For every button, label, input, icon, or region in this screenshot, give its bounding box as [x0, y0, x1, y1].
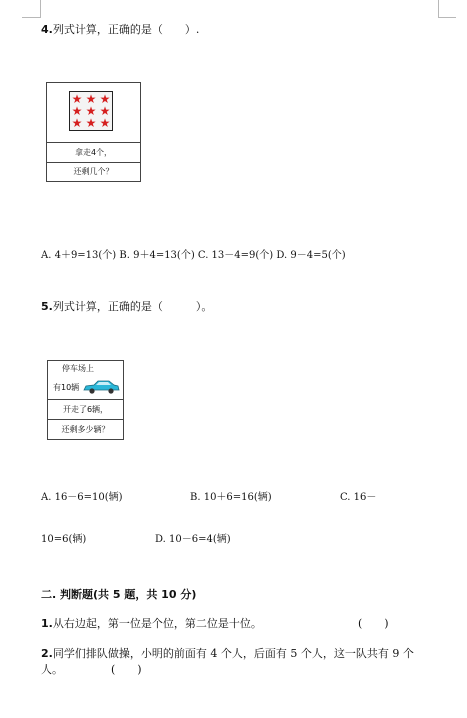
q4-figure-line2: 还剩几个？: [47, 162, 140, 181]
q5-option-a: A. 16－6=10(辆): [41, 492, 123, 503]
judge-q1-blank: ( ): [358, 617, 389, 630]
q5-option-c: C. 16－: [340, 492, 377, 503]
q5-figure-line1: 停车场上: [62, 364, 94, 373]
q5-option-d: D. 10－6=4(辆): [155, 534, 231, 545]
crop-mark-horizontal: [22, 17, 40, 18]
q5-figure-line3: 开走了6辆，: [48, 399, 123, 419]
judge-q2-cont: 人。: [41, 663, 63, 676]
star-icon: ★: [85, 116, 97, 130]
q4-figure-line1: 拿走4个，: [47, 142, 140, 162]
star-icon: ★: [71, 116, 83, 130]
star-icon: ★: [99, 116, 111, 130]
judge-q2: [41, 645, 414, 661]
judge-q2-number: 2.: [41, 647, 53, 660]
q5-title: [41, 298, 212, 314]
q5-option-b: B. 10＋6=16(辆): [190, 492, 272, 503]
q4-number: 4.: [41, 23, 53, 36]
q5-text: 列式计算，正确的是（ ）。: [52, 300, 213, 313]
q5-figure-line4: 还剩多少辆？: [48, 419, 123, 439]
judge-q2-text: 同学们排队做操，小明的前面有 4 个人，后面有 5 个人，这一队共有 9 个: [52, 647, 414, 660]
judge-q1-number: 1.: [41, 617, 53, 630]
section-title: 二. 判断题(共 5 题，共 10 分): [41, 588, 197, 601]
star-icon: ★: [85, 92, 97, 106]
q5-option-c-cont: 10=6(辆): [41, 534, 87, 545]
crop-mark-vertical-right: [438, 0, 439, 18]
crop-mark-vertical: [40, 0, 41, 18]
car-icon: [82, 379, 120, 395]
star-icon: ★: [99, 92, 111, 106]
judge-q1: [41, 615, 262, 631]
star-icon: ★: [71, 92, 83, 106]
judge-q2-blank: ( ): [111, 663, 142, 676]
judge-q1-text: 从右边起，第一位是个位，第二位是十位。: [52, 617, 262, 630]
star-icon: ★: [85, 104, 97, 118]
q4-title: [41, 21, 199, 37]
q4-figure: [46, 82, 141, 182]
q4-text: 列式计算，正确的是（ ）.: [52, 23, 200, 36]
star-icon: ★: [99, 104, 111, 118]
q5-figure: [47, 360, 124, 440]
q5-number: 5.: [41, 300, 53, 313]
crop-mark-horizontal-right: [438, 17, 456, 18]
stars-picture: [69, 91, 113, 131]
q5-figure-line2-text: 有10辆: [53, 383, 80, 392]
q4-options: A. 4＋9=13(个) B. 9＋4=13(个) C. 13－4=9(个) D. 9－4=5(个): [41, 250, 346, 261]
star-icon: ★: [71, 104, 83, 118]
